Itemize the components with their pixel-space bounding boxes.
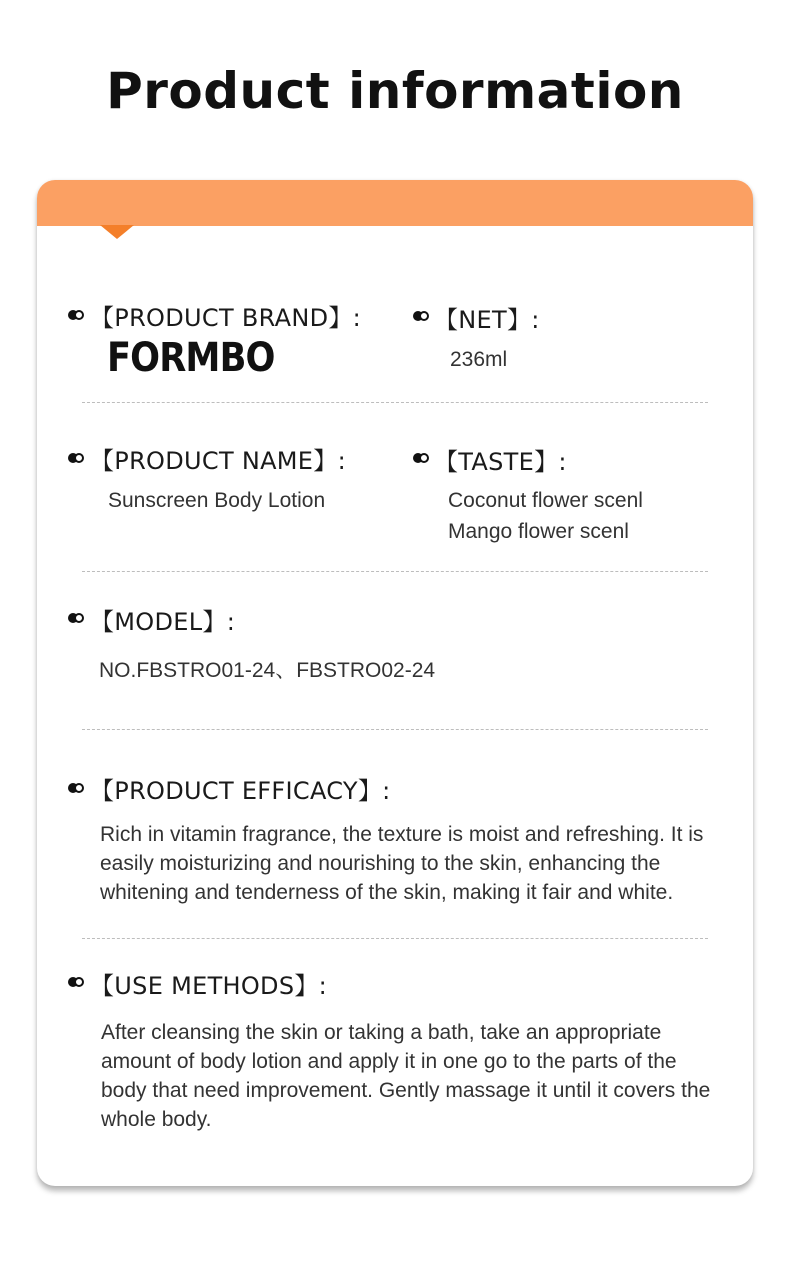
bullet-icon [68,453,84,463]
bullet-icon [68,977,84,987]
bullet-icon [68,783,84,793]
bullet-icon [413,453,429,463]
model-value: NO.FBSTRO01-24、FBSTRO02-24 [99,659,436,682]
card-header-band [37,180,753,226]
product-name-label: 【PRODUCT NAME】: [90,447,346,475]
model-label: 【MODEL】: [90,608,236,636]
efficacy-text: Rich in vitamin fragrance, the texture is moist and refreshing. It is easily moisturizing and nourishing to the skin, enhancing the whitening and tenderness of the skin, making it fair and white. [100,823,704,904]
band-pointer-icon [100,225,134,239]
product-info-card [37,180,753,1186]
divider [82,402,708,403]
bullet-icon [68,310,84,320]
page-title: Product information [106,62,684,120]
use-methods-label: 【USE METHODS】: [90,972,328,1000]
divider [82,729,708,730]
efficacy-label: 【PRODUCT EFFICACY】: [90,777,391,805]
net-value: 236ml [450,348,508,371]
divider [82,938,708,939]
divider [82,571,708,572]
brand-label: 【PRODUCT BRAND】: [90,304,362,332]
product-name-value: Sunscreen Body Lotion [108,489,326,512]
taste-label: 【TASTE】: [434,448,567,476]
taste-value: Mango flower scenl [448,520,629,543]
brand-value: FORMBO [107,335,275,381]
bullet-icon [68,613,84,623]
taste-value: Coconut flower scenl [448,489,643,512]
net-label: 【NET】: [434,306,540,334]
bullet-icon [413,311,429,321]
use-methods-text: After cleansing the skin or taking a bath, take an appropriate amount of body lotion and apply it in one go to the parts of the body that need improvement. Gently massage it until it covers the whole body. [101,1021,711,1131]
